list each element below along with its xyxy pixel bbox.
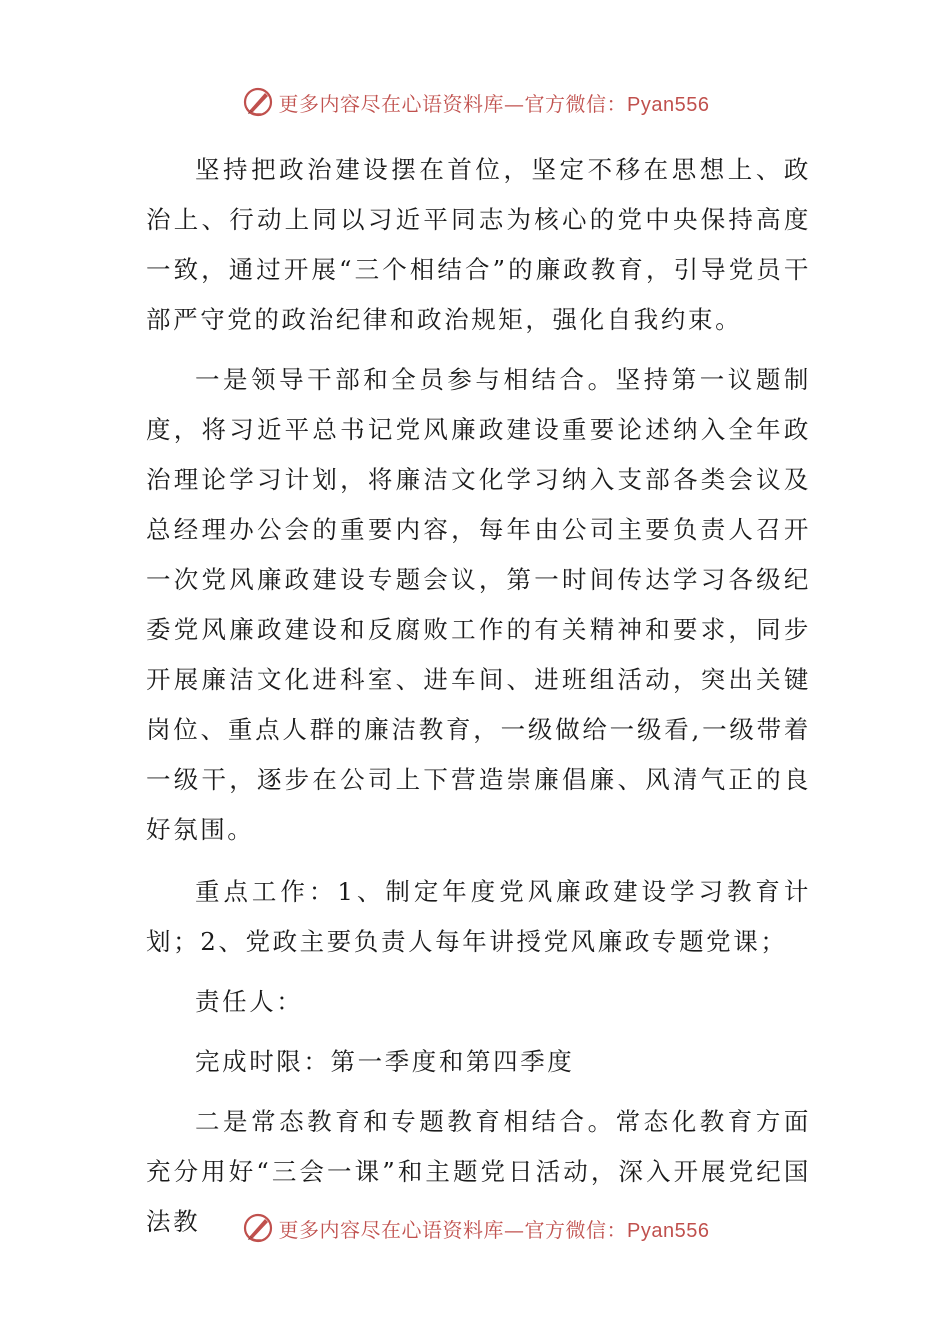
paragraph-key-work: 重点工作：1、制定年度党风廉政建设学习教育计划；2、党政主要负责人每年讲授党风廉政专题党课；	[146, 877, 811, 956]
footer-watermark	[0, 1208, 950, 1248]
pen-circle-logo-icon	[241, 85, 275, 119]
wechat-id: Pyan556	[627, 93, 710, 116]
paragraph-deadline: 完成时限：第一季度和第四季度	[195, 1047, 575, 1076]
watermark-text: 更多内容尽在心语资料库—官方微信：Pyan556	[278, 91, 710, 116]
wechat-id: Pyan556	[627, 1219, 710, 1242]
paragraph-point-two: 二是常态教育和专题教育相结合。常态化教育方面充分用好“三会一课”和主题党日活动，深入开展党纪国法教	[146, 1107, 811, 1236]
header-watermark	[0, 82, 950, 122]
pen-circle-logo-icon	[241, 1211, 275, 1245]
document-body	[146, 145, 811, 1247]
watermark-text: 更多内容尽在心语资料库—官方微信：Pyan556	[278, 1217, 710, 1242]
paragraph-responsible-person: 责任人：	[195, 987, 304, 1016]
paragraph-intro: 坚持把政治建设摆在首位，坚定不移在思想上、政治上、行动上同以习近平同志为核心的党中央保持高度一致，通过开展“三个相结合”的廉政教育，引导党员干部严守党的政治纪律和政治规矩，强化自我约束。	[146, 155, 811, 334]
paragraph-point-one: 一是领导干部和全员参与相结合。坚持第一议题制度，将习近平总书记党风廉政建设重要论述纳入全年政治理论学习计划，将廉洁文化学习纳入支部各类会议及总经理办公会的重要内容，每年由公司主要负责人召开一次党风廉政建设专题会议，第一时间传达学习各级纪委党风廉政建设和反腐败工作的有关精神和要求，同步开展廉洁文化进科室、进车间、进班组活动，突出关键岗位、重点人群的廉洁教育，一级做给一级看,一级带着一级干，逐步在公司上下营造崇廉倡廉、风清气正的良好氛围。	[146, 365, 811, 844]
